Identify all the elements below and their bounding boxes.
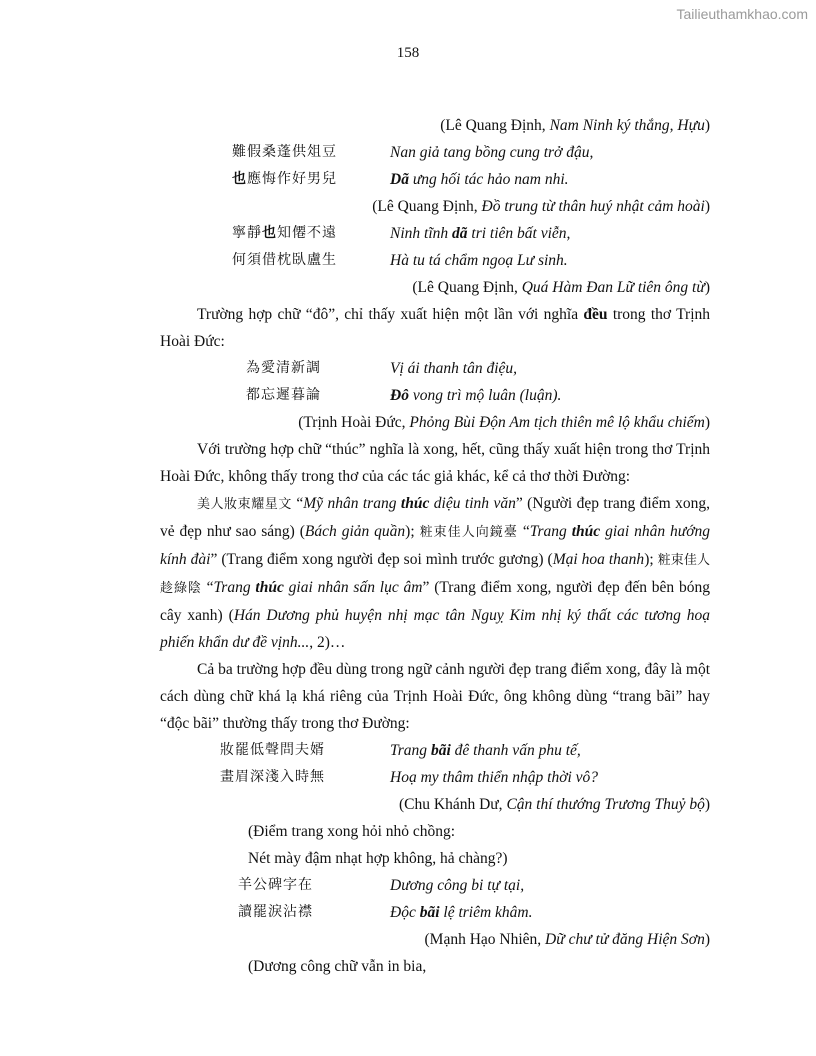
paragraph-segment: 美人妝束耀星文	[197, 497, 292, 512]
han-text	[220, 764, 390, 791]
paragraph-segment: ” (Trang điểm xong người đẹp soi mình trước gương) (	[210, 551, 553, 568]
citation-close: )	[704, 796, 710, 813]
quoc-ngu-pre: Trang	[390, 742, 431, 759]
transliteration	[390, 139, 593, 166]
citation-close: )	[704, 279, 710, 296]
quoc-ngu-pre: Nan giả tang bồng cung trở đậu,	[390, 144, 594, 161]
paragraph-text: trong thơ Trịnh Hoài Đức:	[160, 306, 710, 350]
han-pre: 寧靜	[232, 225, 262, 241]
transliteration	[390, 382, 561, 409]
verse-line	[160, 764, 710, 791]
han-text	[238, 872, 390, 899]
transliteration	[390, 220, 570, 247]
paragraph-segment: Trang	[529, 523, 572, 540]
paragraph: Với trường hợp chữ “thúc” nghĩa là xong, hết, cũng thấy xuất hiện trong thơ Trịnh Hoài Đức, không thấy trong thơ của các tác giả khác, kể cả thơ thời Đường:	[160, 441, 710, 485]
paragraph-segment: diệu tinh văn	[429, 495, 516, 512]
translation-line: (Dương công chữ vẫn in bia,	[248, 958, 427, 975]
han-post: 妝罷低聲問夫婿	[220, 742, 325, 758]
quoc-ngu-bold: bãi	[419, 904, 440, 921]
transliteration	[390, 737, 581, 764]
watermark: Tailieuthamkhao.com	[676, 6, 808, 22]
han-post: 難假桑蓬供俎豆	[232, 144, 337, 160]
paragraph-segment: 粧束佳人趁綠陰	[160, 553, 710, 596]
quoc-ngu-bold: Dã	[390, 171, 409, 188]
quoc-ngu-pre: Ninh tĩnh	[390, 225, 453, 242]
paragraph: Cả ba trường hợp đều dùng trong ngữ cảnh người đẹp trang điểm xong, đây là một cách dùng chữ khá lạ khá riêng của Trịnh Hoài Đức, ông không dùng “trang bãi” hay “độc bãi” thường thấy trong thơ Đường:	[160, 661, 710, 732]
han-post: 讀罷淚沾襟	[238, 904, 313, 920]
paragraph-segment: “	[201, 579, 214, 596]
translation-line: (Điểm trang xong hỏi nhỏ chồng:	[248, 823, 456, 840]
verse-line	[160, 382, 710, 409]
paragraph-text: Trường hợp chữ “đô”, chỉ thấy xuất hiện một lần với nghĩa	[197, 306, 584, 323]
quoc-ngu-bold: Đô	[390, 387, 409, 404]
citation	[160, 193, 710, 220]
citation-close: )	[704, 117, 710, 134]
quoc-ngu-post: đê thanh vấn phu tế,	[450, 742, 581, 759]
citation-author: (Lê Quang Định,	[372, 198, 482, 215]
paragraph-segment: thúc	[571, 523, 601, 540]
paragraph-segment: “	[291, 495, 304, 512]
verse-line	[160, 899, 710, 926]
paragraph	[160, 490, 710, 656]
han-text	[246, 355, 390, 382]
citation-author: (Lê Quang Định,	[440, 117, 550, 134]
han-bold: 也	[262, 225, 277, 241]
citation	[160, 112, 710, 139]
paragraph-segment: 粧束佳人向鏡臺	[419, 525, 518, 540]
paragraph-segment: giai nhân sấn lục âm	[283, 579, 423, 596]
transliteration	[390, 872, 524, 899]
citation	[160, 274, 710, 301]
quoc-ngu-post: ưng hối tác hảo nam nhi.	[408, 171, 569, 188]
citation-title: Dữ chư tử đăng Hiện Sơn	[545, 931, 705, 948]
quoc-ngu-bold: dã	[452, 225, 468, 242]
paragraph-segment: ” (Người đẹp trang điểm xong, vẻ đẹp như sao sáng) (	[160, 495, 710, 540]
citation	[160, 791, 710, 818]
paragraph-segment: Mỹ nhân trang	[303, 495, 401, 512]
quoc-ngu-pre: Hoạ my thâm thiển nhập thời vô?	[390, 769, 599, 786]
citation-author: (Chu Khánh Dư,	[399, 796, 507, 813]
quoc-ngu-pre: Dương công bi tự tại,	[390, 877, 525, 894]
paragraph-segment: thúc	[255, 579, 284, 596]
paragraph-segment: Mại hoa thanh	[552, 551, 645, 568]
citation-author: (Lê Quang Định,	[412, 279, 522, 296]
verse-line	[160, 220, 710, 247]
han-post: 為愛清新調	[246, 360, 321, 376]
quoc-ngu-post: lệ triêm khâm.	[439, 904, 533, 921]
han-post: 應悔作好男兒	[247, 171, 337, 187]
verse-line	[160, 166, 710, 193]
han-post: 都忘遲暮論	[246, 387, 321, 403]
quoc-ngu-pre: Vị ái thanh tân điệu,	[390, 360, 518, 377]
han-post: 畫眉深淺入時無	[220, 769, 325, 785]
paragraph-segment: Hán Dương phủ huyện nhị mạc tân Nguỵ Kim nhị ký thất các tương hoạ phiến khẩn dư đề vịnh...	[160, 607, 710, 651]
paragraph-segment: Trang	[213, 579, 256, 596]
han-text	[232, 139, 390, 166]
citation-title: Đồ trung từ thân huý nhật cảm hoài	[481, 198, 705, 215]
paragraph-segment: , 2)…	[309, 634, 346, 651]
han-bold: 也	[232, 171, 247, 187]
quoc-ngu-bold: bãi	[430, 742, 451, 759]
han-text	[232, 220, 390, 247]
verse-line	[160, 139, 710, 166]
han-post: 知僊不遠	[277, 225, 337, 241]
paragraph-segment: );	[405, 523, 420, 540]
citation-title: Phỏng Bùi Độn Am tịch thiên mê lộ khẩu chiếm	[409, 414, 705, 431]
quoc-ngu-pre: Độc	[390, 904, 420, 921]
han-post: 羊公碑字在	[238, 877, 313, 893]
verse-line	[160, 247, 710, 274]
citation-close: )	[704, 198, 710, 215]
paragraph-segment: giai nhân hướng kính đài	[160, 523, 710, 568]
citation-title: Cận thí thướng Trương Thuỷ bộ	[506, 796, 705, 813]
paragraph	[160, 301, 710, 355]
han-text	[220, 737, 390, 764]
verse-line	[160, 872, 710, 899]
citation	[160, 926, 710, 953]
citation-title: Quá Hàm Đan Lữ tiên ông từ	[521, 279, 705, 296]
transliteration	[390, 899, 533, 926]
citation-close: )	[704, 414, 710, 431]
paragraph-segment: );	[644, 551, 658, 568]
quoc-ngu-post: vong trì mộ luân (luận).	[408, 387, 562, 404]
han-text	[238, 899, 390, 926]
page-body	[160, 112, 710, 980]
quoc-ngu-post: tri tiên bất viễn,	[467, 225, 571, 242]
paragraph-segment: “	[517, 523, 530, 540]
citation	[160, 409, 710, 436]
paragraph-segment: Bách giản quần	[304, 523, 406, 540]
transliteration	[390, 355, 517, 382]
paragraph-bold: đều	[583, 306, 608, 323]
citation-close: )	[704, 931, 710, 948]
han-text	[232, 166, 390, 193]
citation-author: (Mạnh Hạo Nhiên,	[424, 931, 546, 948]
quoc-ngu-pre: Hà tu tá chẩm ngoạ Lư sinh.	[390, 252, 568, 269]
han-text	[232, 247, 390, 274]
transliteration	[390, 247, 568, 274]
han-post: 何須借枕臥盧生	[232, 252, 337, 268]
paragraph-segment: ” (Trang điểm xong, người đẹp đến bên bóng cây xanh) (	[160, 579, 710, 624]
transliteration	[390, 764, 598, 791]
citation-title: Nam Ninh ký thắng, Hựu	[549, 117, 705, 134]
verse-line	[160, 737, 710, 764]
translation-line: Nét mày đậm nhạt hợp không, hả chàng?)	[248, 850, 508, 867]
citation-author: (Trịnh Hoài Đức,	[298, 414, 410, 431]
verse-line	[160, 355, 710, 382]
paragraph-segment: thúc	[400, 495, 430, 512]
han-text	[246, 382, 390, 409]
page-number: 158	[396, 45, 420, 61]
transliteration	[390, 166, 569, 193]
